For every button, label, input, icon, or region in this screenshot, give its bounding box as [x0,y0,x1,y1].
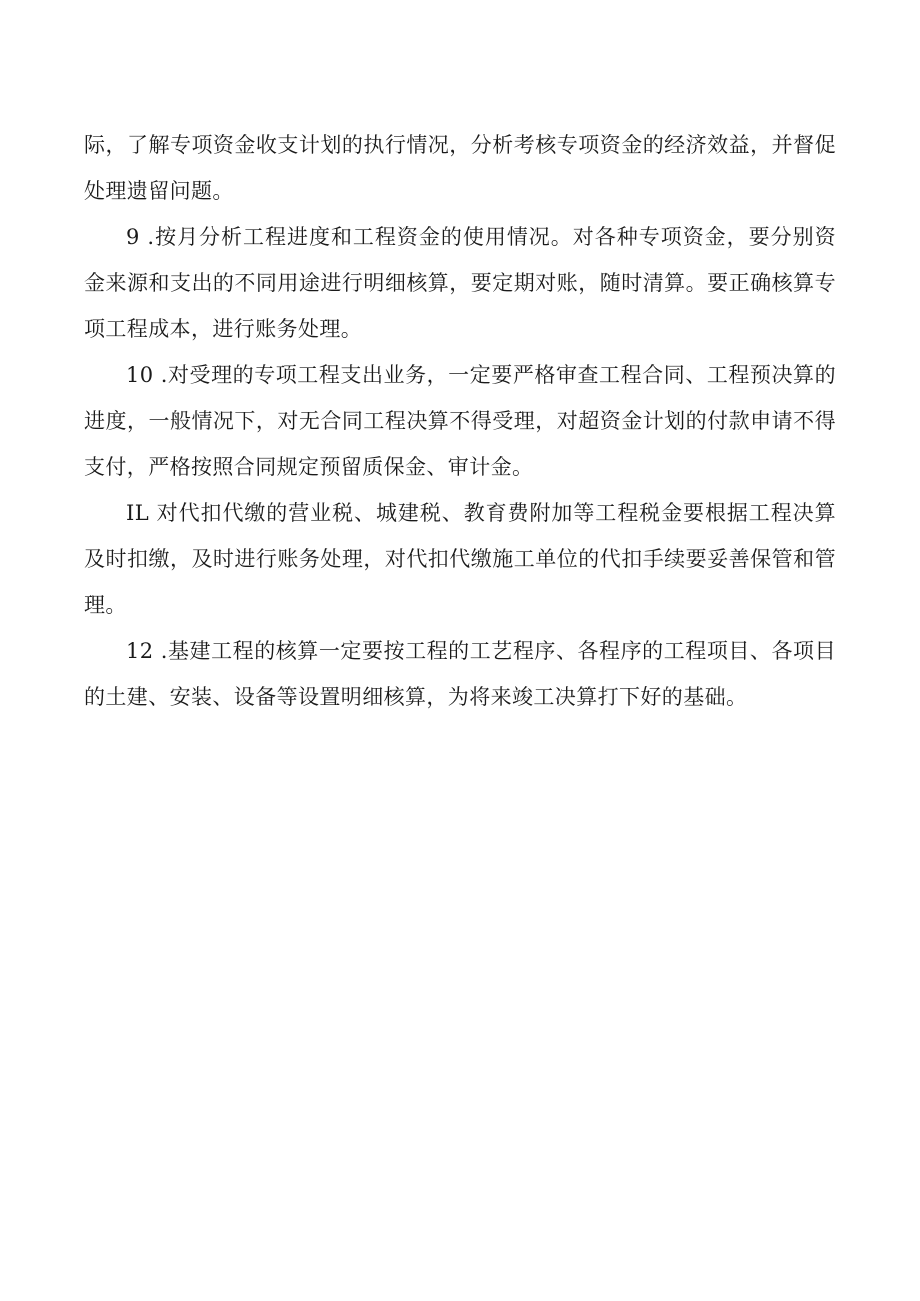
paragraph-item-10: 10 .对受理的专项工程支出业务，一定要严格审查工程合同、工程预决算的进度，一般情况下，对无合同工程决算不得受理，对超资金计划的付款申请不得支付，严格按照合同规定预留质保金、审计金。 [84,363,836,479]
paragraph-item-9: 9 .按月分析工程进度和工程资金的使用情况。对各种专项资金，要分别资金来源和支出的不同用途进行明细核算，要定期对账，随时清算。要正确核算专项工程成本，进行账务处理。 [84,225,836,341]
paragraph-continuation: 际，了解专项资金收支计划的执行情况，分析考核专项资金的经济效益，并督促处理遗留问题。 [84,133,836,203]
document-body [84,122,836,720]
paragraph-item-12: 12 .基建工程的核算一定要按工程的工艺程序、各程序的工程项目、各项目的土建、安装、设备等设置明细核算，为将来竣工决算打下好的基础。 [84,639,836,709]
paragraph-item-11: IL 对代扣代缴的营业税、城建税、教育费附加等工程税金要根据工程决算及时扣缴，及时进行账务处理，对代扣代缴施工单位的代扣手续要妥善保管和管理。 [84,501,836,617]
